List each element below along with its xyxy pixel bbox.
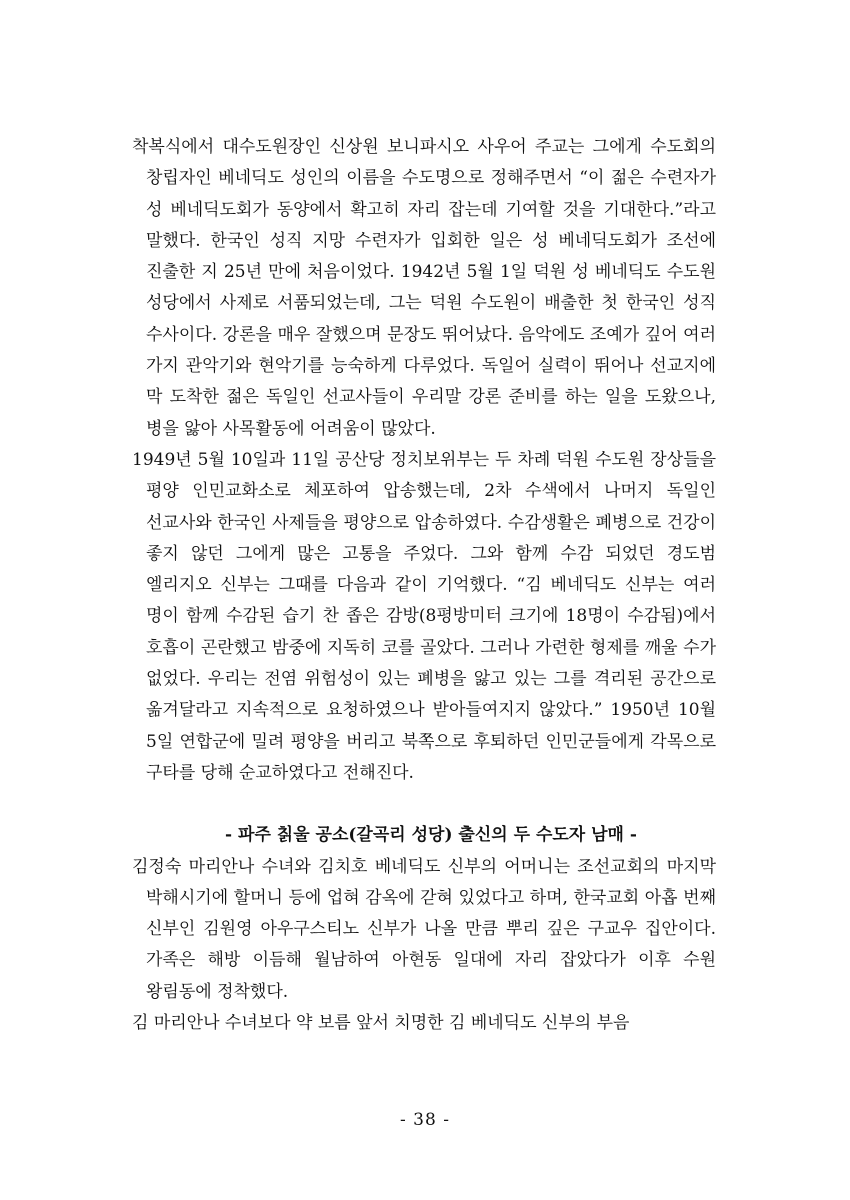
page-body (132, 132, 716, 1039)
body-paragraph: 착복식에서 대수도원장인 신상원 보니파시오 사우어 주교는 그에게 수도회의 창립자인 베네딕도 성인의 이름을 수도명으로 정해주면서 “이 젊은 수련자가 성 베네딕도회가 동양에서 확고히 자리 잡는데 기여할 것을 기대한다.”라고 말했다. 한국인 성직 지망 수련자가 입회한 일은 성 베네딕도회가 조선에 진출한 지 25년 만에 처음이었다. 1942년 5월 1일 덕원 성 베네딕도 수도원 성당에서 사제로 서품되었는데, 그는 덕원 수도원이 배출한 첫 한국인 성직 수사이다. 강론을 매우 잘했으며 문장도 뛰어났다. 음악에도 조예가 깊어 여러 가지 관악기와 현악기를 능숙하게 다루었다. 독일어 실력이 뛰어나 선교지에 막 도착한 젊은 독일인 선교사들이 우리말 강론 준비를 하는 일을 도왔으나, 병을 앓아 사목활동에 어려움이 많았다. (132, 137, 716, 439)
body-paragraph: 김 마리안나 수녀보다 약 보름 앞서 치명한 김 베네딕도 신부의 부음 (132, 1013, 630, 1034)
page-number: - 38 - (400, 1110, 450, 1130)
body-paragraph: 김정숙 마리안나 수녀와 김치호 베네딕도 신부의 어머니는 조선교회의 마지막 박해시기에 할머니 등에 업혀 감옥에 갇혀 있었다고 하며, 한국교회 아홉 번째 신부인 김원영 아우구스티노 신부가 나올 만큼 뿌리 깊은 구교우 집안이다. 가족은 해방 이듬해 월남하여 아현동 일대에 자리 잡았다가 이후 수원 왕림동에 정착했다. (132, 856, 716, 1002)
section-heading: - 파주 칡울 공소(갈곡리 성당) 출신의 두 수도자 남매 - (225, 825, 637, 846)
body-paragraph: 1949년 5월 10일과 11일 공산당 정치보위부는 두 차례 덕원 수도원 장상들을 평양 인민교화소로 체포하여 압송했는데, 2차 수색에서 나머지 독일인 선교사와 한국인 사제들을 평양으로 압송하였다. 수감생활은 폐병으로 건강이 좋지 않던 그에게 많은 고통을 주었다. 그와 함께 수감 되었던 경도범 엘리지오 신부는 그때를 다음과 같이 기억했다. “김 베네딕도 신부는 여러 명이 함께 수감된 습기 찬 좁은 감방(8평방미터 크기에 18명이 수감됨)에서 호흡이 곤란했고 밤중에 지독히 코를 골았다. 그러나 가련한 형제를 깨울 수가 없었다. 우리는 전염 위험성이 있는 폐병을 앓고 있는 그를 격리된 공간으로 옮겨달라고 지속적으로 요청하였으나 받아들여지지 않았다.” 1950년 10월 5일 연합군에 밀려 평양을 버리고 북쪽으로 후퇴하던 인민군들에게 각목으로 구타를 당해 순교하였다고 전해진다. (132, 449, 716, 783)
